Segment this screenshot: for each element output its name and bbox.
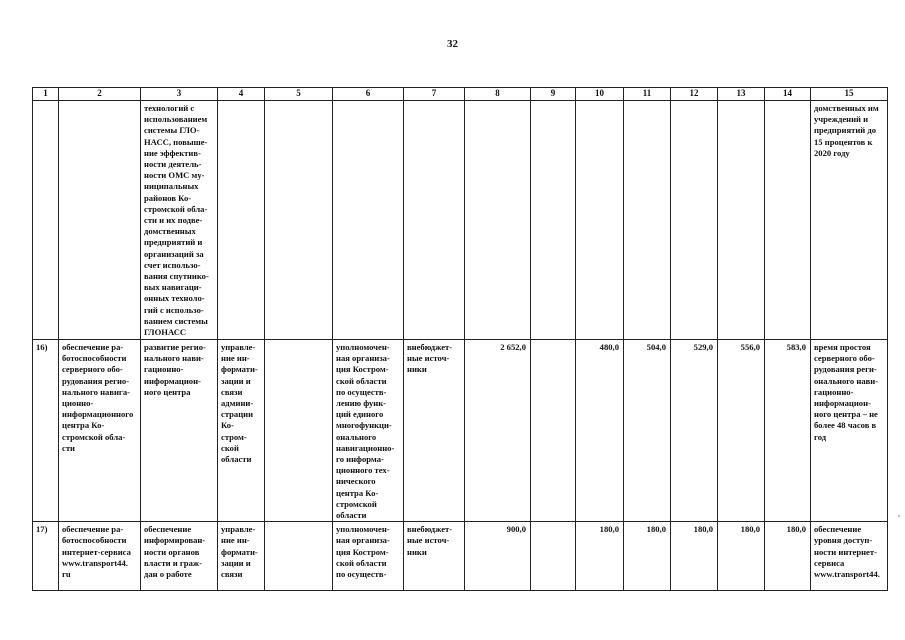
- amount-col-14: [765, 101, 811, 340]
- amount-col-9: [531, 101, 576, 340]
- amount-col-13: 180,0: [718, 522, 765, 591]
- page-number: 32: [447, 38, 458, 50]
- amount-col-14: 180,0: [765, 522, 811, 591]
- measure-goal: развитие регио- нального нави- гационно- информацион- ного центра: [141, 340, 218, 522]
- expected-result: обеспечение уровня доступ- ности интернет- сервиса www.transport44.: [811, 522, 888, 591]
- col-header-10: 10: [576, 88, 624, 101]
- amount-col-12: [671, 101, 718, 340]
- row-number: 17): [33, 522, 59, 591]
- col-header-7: 7: [404, 88, 465, 101]
- table-row: [33, 522, 888, 591]
- col-header-4: 4: [218, 88, 265, 101]
- responsible-executor: управле- ние ин- формати- зации и связи: [218, 522, 265, 591]
- expected-result: домственных им учреждений и предприятий до 15 процентов к 2020 году: [811, 101, 888, 340]
- scan-speck: [898, 515, 900, 517]
- responsible-executor: управле- ние ин- формати- зации и связи админи- страции Ко- стром- ской области: [218, 340, 265, 522]
- header-row: [33, 88, 888, 101]
- amount-col-14: 583,0: [765, 340, 811, 522]
- col-header-8: 8: [465, 88, 531, 101]
- table-row: [33, 340, 888, 522]
- measure-goal: обеспечение информирован- ности органов власти и граж- дан о работе: [141, 522, 218, 591]
- col-header-6: 6: [333, 88, 404, 101]
- responsible-executor: [218, 101, 265, 340]
- amount-col-12: 529,0: [671, 340, 718, 522]
- total-amount: 2 652,0: [465, 340, 531, 522]
- col-header-14: 14: [765, 88, 811, 101]
- col-header-1: 1: [33, 88, 59, 101]
- co-executor: [265, 101, 333, 340]
- total-amount: [465, 101, 531, 340]
- table-row: [33, 101, 888, 340]
- col-header-5: 5: [265, 88, 333, 101]
- program-measures-table: [32, 87, 888, 591]
- amount-col-13: 556,0: [718, 340, 765, 522]
- participant: уполномочен- ная организа- ция Костром- ской области по осуществ-: [333, 522, 404, 591]
- amount-col-11: 180,0: [624, 522, 671, 591]
- col-header-3: 3: [141, 88, 218, 101]
- funding-source: [404, 101, 465, 340]
- amount-col-10: 480,0: [576, 340, 624, 522]
- total-amount: 900,0: [465, 522, 531, 591]
- row-number: [33, 101, 59, 340]
- col-header-13: 13: [718, 88, 765, 101]
- amount-col-11: [624, 101, 671, 340]
- amount-col-10: [576, 101, 624, 340]
- measure-name: обеспечение ра- ботоспособности интернет-сервиса www.transport44. ru: [59, 522, 141, 591]
- co-executor: [265, 522, 333, 591]
- row-number: 16): [33, 340, 59, 522]
- amount-col-12: 180,0: [671, 522, 718, 591]
- participant: уполномочен- ная организа- ция Костром- ской области по осуществ- лению функ- ций единого многофункци- онального навигационно- го информа- ционного тех- нического центра Ко- стромской области: [333, 340, 404, 522]
- col-header-9: 9: [531, 88, 576, 101]
- amount-col-9: [531, 522, 576, 591]
- participant: [333, 101, 404, 340]
- measure-name: [59, 101, 141, 340]
- amount-col-9: [531, 340, 576, 522]
- funding-source: внебюджет- ные источ- ники: [404, 340, 465, 522]
- amount-col-10: 180,0: [576, 522, 624, 591]
- co-executor: [265, 340, 333, 522]
- measure-goal: технологий с использованием системы ГЛО- НАСС, повыше- ние эффектив- ности деятель- ности ОМС му- ниципальных районов Ко- стромской обла- сти и их подве- домственных предприятий и организаций за счет использо- вания спутнико- вых навигаци- онных техноло- гий с использо- ванием системы ГЛОНАСС: [141, 101, 218, 340]
- measure-name: обеспечение ра- ботоспособности серверного обо- рудования регио- нального навига- ционно- информационного центра Ко- стромской обла- сти: [59, 340, 141, 522]
- amount-col-11: 504,0: [624, 340, 671, 522]
- col-header-12: 12: [671, 88, 718, 101]
- funding-source: внебюджет- ные источ- ники: [404, 522, 465, 591]
- amount-col-13: [718, 101, 765, 340]
- expected-result: время простоя серверного обо- рудования реги- онального нави- гационно- информацион- ного центра – не более 48 часов в год: [811, 340, 888, 522]
- col-header-2: 2: [59, 88, 141, 101]
- col-header-11: 11: [624, 88, 671, 101]
- col-header-15: 15: [811, 88, 888, 101]
